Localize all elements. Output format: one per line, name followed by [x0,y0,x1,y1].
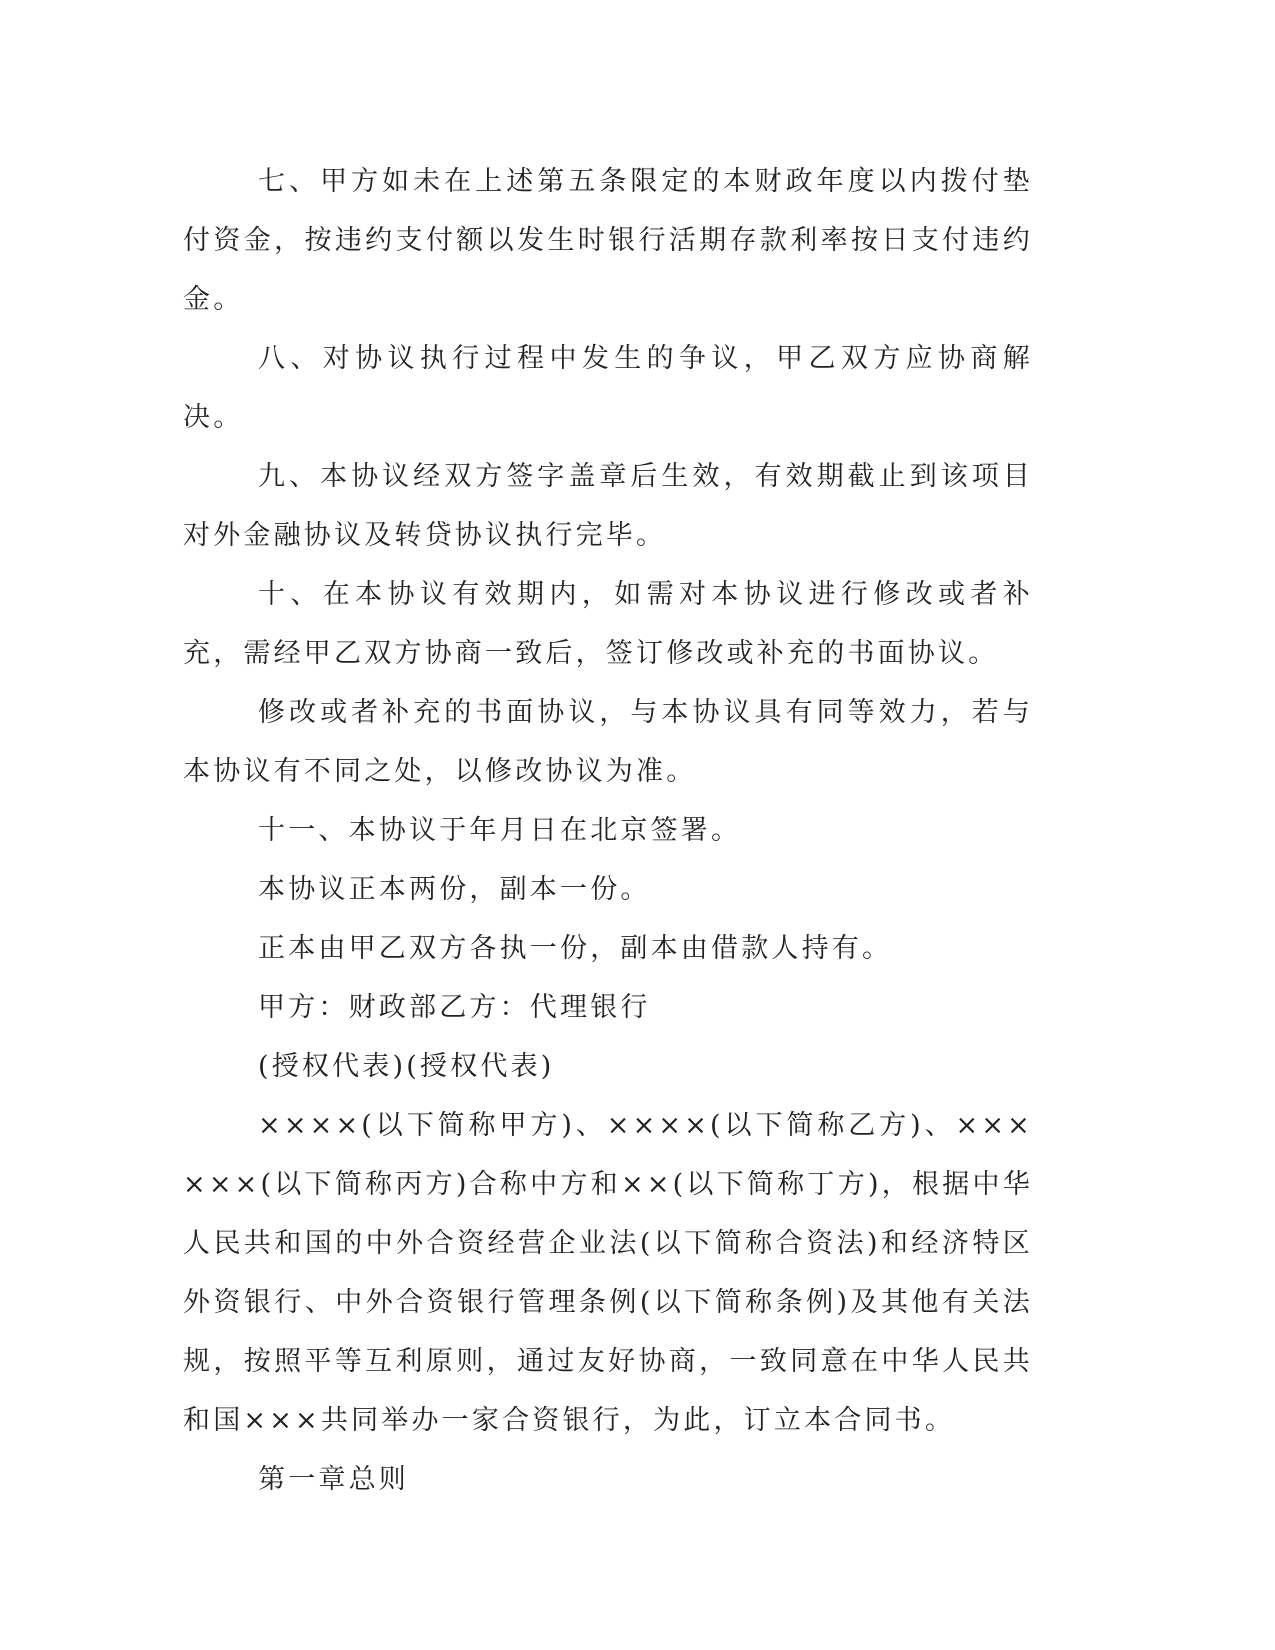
paragraph-article-8: 八、对协议执行过程中发生的争议，甲乙双方应协商解决。 [183,343,1033,433]
paragraph-copies-holders: 正本由甲乙双方各执一份，副本由借款人持有。 [258,933,893,964]
document-page [183,152,1033,1509]
paragraph-article-10-supplement: 修改或者补充的书面协议，与本协议具有同等效力，若与本协议有不同之处，以修改协议为准。 [183,697,1033,787]
signature-representatives: (授权代表)(授权代表) [258,1051,555,1082]
paragraph-article-11: 十一、本协议于年月日在北京签署。 [258,815,742,846]
signature-parties: 甲方：财政部乙方：代理银行 [258,992,651,1023]
paragraph-copies: 本协议正本两份，副本一份。 [258,874,651,905]
paragraph-article-9: 九、本协议经双方签字盖章后生效，有效期截止到该项目对外金融协议及转贷协议执行完毕。 [183,461,1033,551]
paragraph-article-7: 七、甲方如未在上述第五条限定的本财政年度以内拨付垫付资金，按违约支付额以发生时银行活期存款利率按日支付违约金。 [183,166,1033,315]
paragraph-preamble: ××××(以下简称甲方)、××××(以下简称乙方)、××××××(以下简称丙方)合称中方和××(以下简称丁方)，根据中华人民共和国的中外合资经营企业法(以下简称合资法)和经济特区外资银行、中外合资银行管理条例(以下简称条例)及其他有关法规，按照平等互利原则，通过友好协商，一致同意在中华人民共和国×××共同举办一家合资银行，为此，订立本合同书。 [183,1110,1033,1436]
chapter-heading: 第一章总则 [258,1464,409,1495]
paragraph-article-10: 十、在本协议有效期内，如需对本协议进行修改或者补充，需经甲乙双方协商一致后，签订修改或补充的书面协议。 [183,579,1033,669]
